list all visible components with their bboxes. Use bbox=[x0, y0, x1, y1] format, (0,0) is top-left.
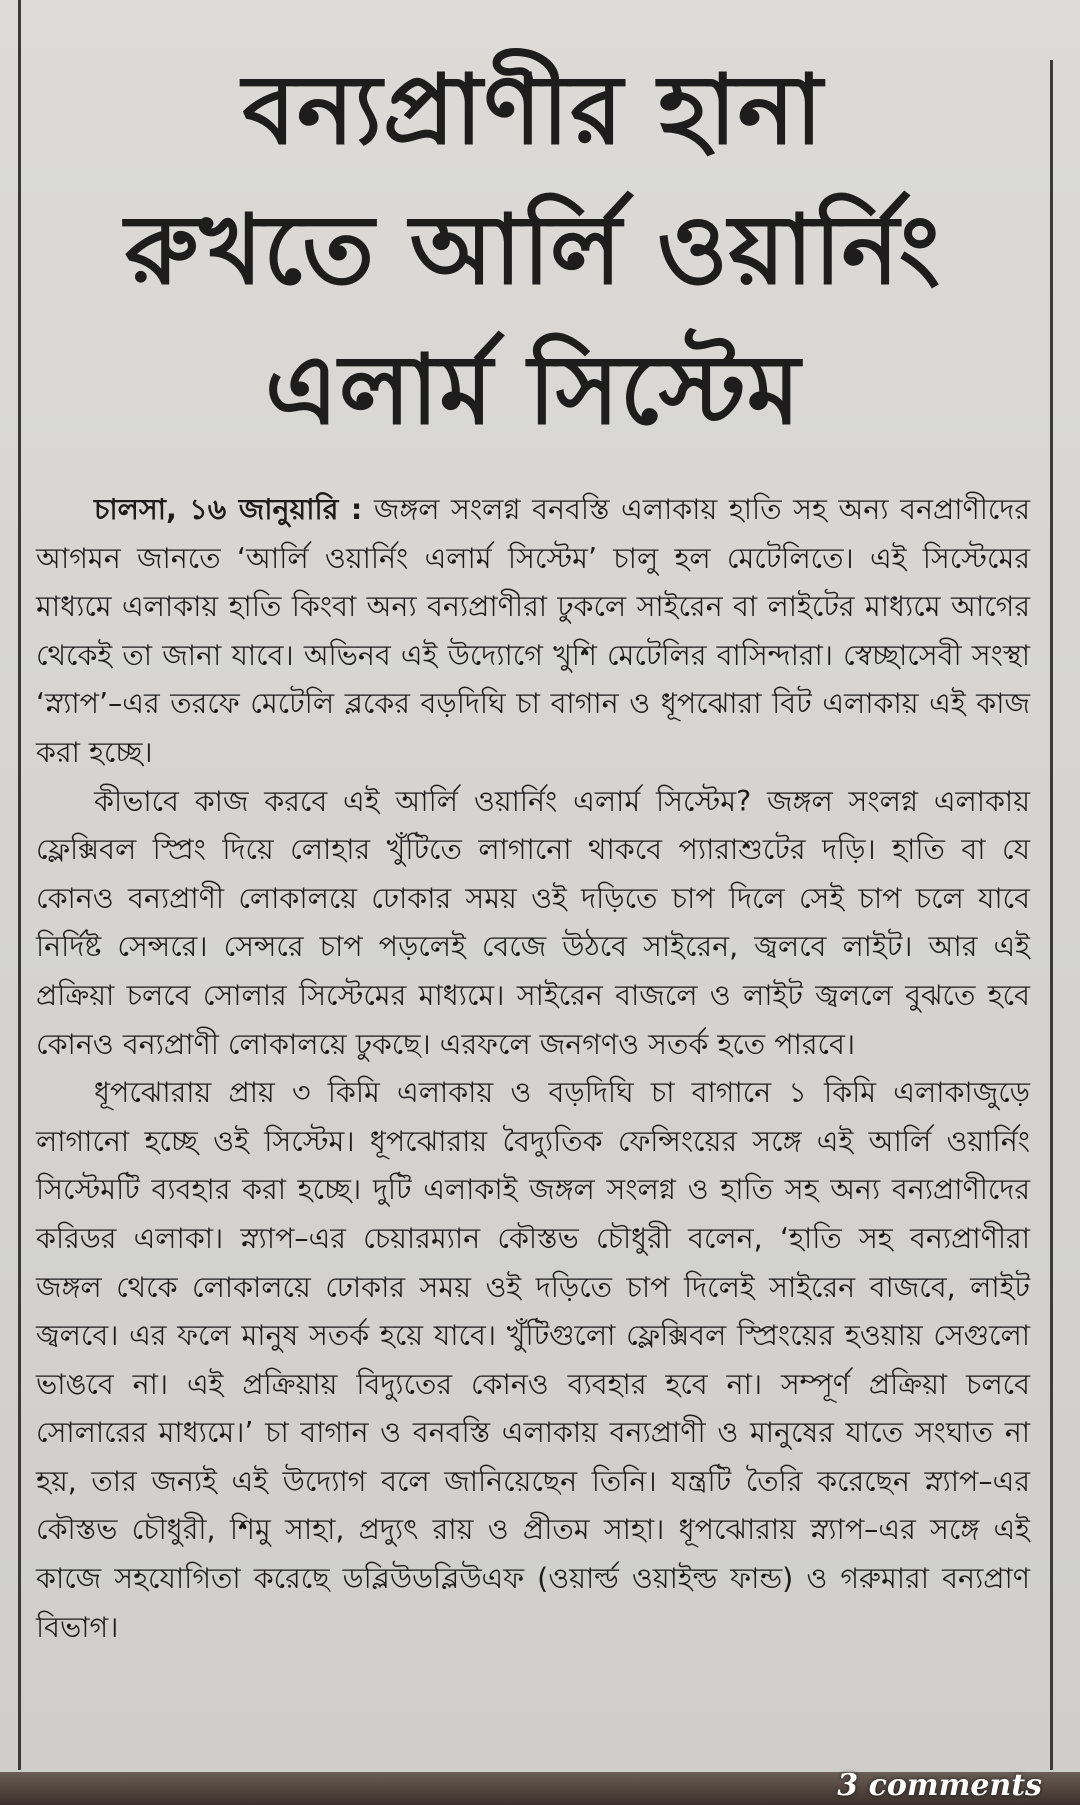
paragraph-text: জঙ্গল সংলগ্ন বনবস্তি এলাকায় হাতি সহ অন্য বনপ্রাণীদের আগমন জানতে ‘আর্লি ওয়ার্নিং এলার্ম সিস্টেম’ চালু হল মেটেলিতে। এই সিস্টেমের মাধ্যমে এলাকায় হাতি কিংবা অন্য বন্যপ্রাণীরা ঢুকলে সাইরেন বা লাইটের মাধ্যমে আগের থেকেই তা জানা যাবে। অভিনব এই উদ্যোগে খুশি মেটেলির বাসিন্দারা। স্বেচ্ছাসেবী সংস্থা ‘স্ন্যাপ’–এর তরফে মেটেলি ব্লকের বড়দিঘি চা বাগান ও ধূপঝোরা বিট এলাকায় এই কাজ করা হচ্ছে। bbox=[36, 493, 1031, 769]
headline bbox=[36, 40, 1030, 460]
article-paragraph-1 bbox=[36, 486, 1030, 778]
headline-line-3: এলার্ম সিস্টেম bbox=[264, 334, 802, 446]
article-body bbox=[36, 486, 1030, 1652]
dateline: চালসা, ১৬ জানুয়ারি : bbox=[94, 493, 363, 526]
comments-count-link[interactable]: 3 comments bbox=[837, 1768, 1042, 1803]
headline-line-2: রুখতে আর্লি ওয়ার্নিং bbox=[124, 194, 942, 306]
newspaper-clipping bbox=[28, 40, 1038, 1780]
article-paragraph-3: ধূপঝোরায় প্রায় ৩ কিমি এলাকায় ও বড়দিঘি চা বাগানে ১ কিমি এলাকাজুড়ে লাগানো হচ্ছে ওই সিস্টেম। ধূপঝোরায় বৈদ্যুতিক ফেন্সিংয়ের সঙ্গে এই আর্লি ওয়ার্নিং সিস্টেমটি ব্যবহার করা হচ্ছে। দুটি এলাকাই জঙ্গল সংলগ্ন ও হাতি সহ অন্য বন্যপ্রাণীদের করিডর এলাকা। স্ন্যাপ–এর চেয়ারম্যান কৌস্তভ চৌধুরী বলেন, ‘হাতি সহ বন্যপ্রাণীরা জঙ্গল থেকে লোকালয়ে ঢোকার সময় ওই দড়িতে চাপ দিলেই সাইরেন বাজবে, লাইট জ্বলবে। এর ফলে মানুষ সতর্ক হয়ে যাবে। খুঁটিগুলো ফ্লেক্সিবল স্প্রিংয়ের হওয়ায় সেগুলো ভাঙবে না। এই প্রক্রিয়ায় বিদ্যুতের কোনও ব্যবহার হবে না। সম্পূর্ণ প্রক্রিয়া চলবে সোলারের মাধ্যমে।’ চা বাগান ও বনবস্তি এলাকায় বন্যপ্রাণী ও মানুষের যাতে সংঘাত না হয়, তার জন্যই এই উদ্যোগ বলে জানিয়েছেন তিনি। যন্ত্রটি তৈরি করেছেন স্ন্যাপ–এর কৌস্তভ চৌধুরী, শিমু সাহা, প্রদ্যুৎ রায় ও প্রীতম সাহা। ধূপঝোরায় স্ন্যাপ–এর সঙ্গে এই কাজে সহযোগিতা করেছে ডব্লিউডব্লিউএফ (ওয়ার্ল্ড ওয়াইল্ড ফান্ড) ও গরুমারা বন্যপ্রাণ বিভাগ। bbox=[36, 1076, 1030, 1644]
article-paragraph-2: কীভাবে কাজ করবে এই আর্লি ওয়ার্নিং এলার্ম সিস্টেম? জঙ্গল সংলগ্ন এলাকায় ফ্লেক্সিবল স্প্রিং দিয়ে লোহার খুঁটিতে লাগানো থাকবে প্যারাশুটের দড়ি। হাতি বা যে কোনও বন্যপ্রাণী লোকালয়ে ঢোকার সময় ওই দড়িতে চাপ দিলে সেই চাপ চলে যাবে নির্দিষ্ট সেন্সরে। সেন্সরে চাপ পড়লেই বেজে উঠবে সাইরেন, জ্বলবে লাইট। আর এই প্রক্রিয়া চলবে সোলার সিস্টেমের মাধ্যমে। সাইরেন বাজলে ও লাইট জ্বললে বুঝতে হবে কোনও বন্যপ্রাণী লোকালয়ে ঢুকছে। এরফলে জনগণও সতর্ক হতে পারবে। bbox=[36, 784, 1030, 1061]
headline-line-1: বন্যপ্রাণীর হানা bbox=[242, 54, 824, 166]
column-rule-right bbox=[1050, 60, 1053, 1770]
column-rule-left bbox=[18, 0, 21, 1770]
